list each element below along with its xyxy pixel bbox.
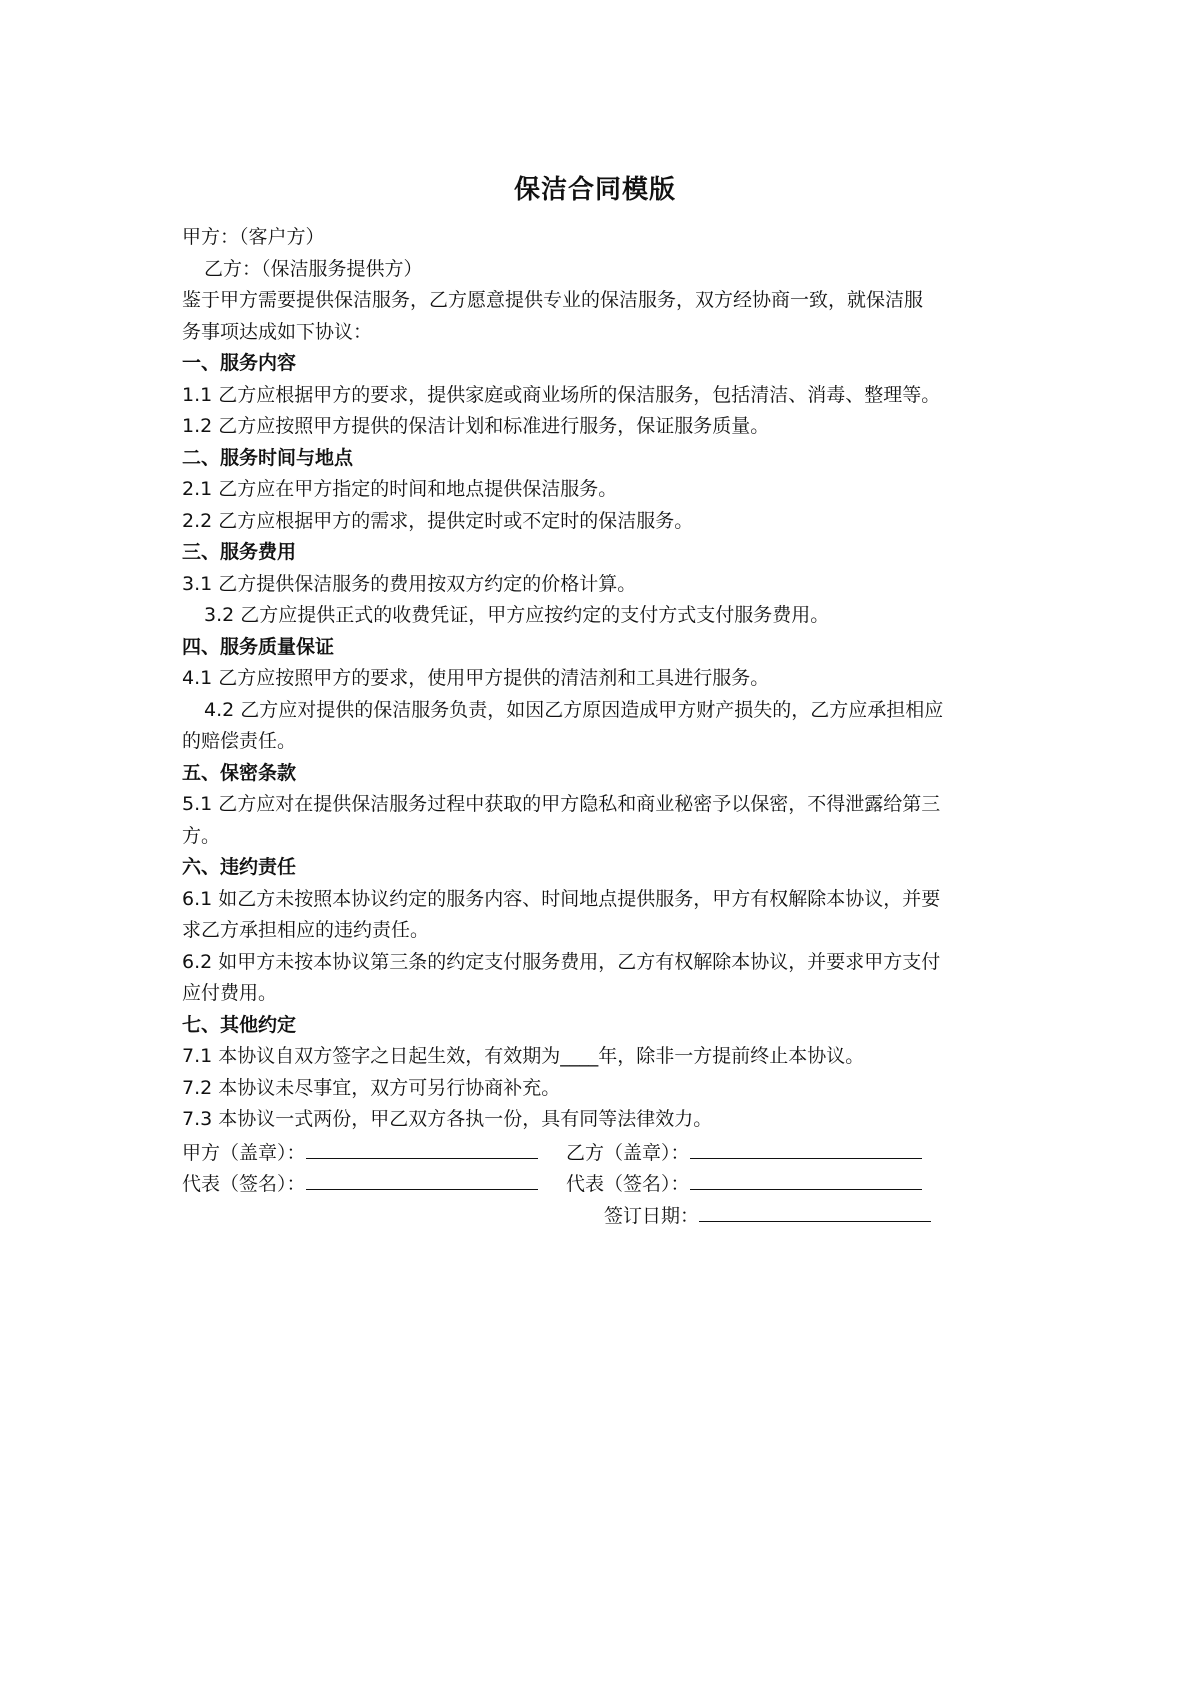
clause-3-1: 3.1 乙方提供保洁服务的费用按双方约定的价格计算。 [182,572,637,595]
preamble-line-2: 务事项达成如下协议： [182,320,373,343]
rep-a-sign-field [182,1167,538,1201]
clause-3-2: 3.2 乙方应提供正式的收费凭证，甲方应按约定的支付方式支付服务费用。 [204,604,830,626]
clause-5-1-cont: 方。 [182,824,221,847]
sign-date-blank[interactable] [699,1199,931,1222]
rep-a-sign-label: 代表（签名）： [182,1173,306,1195]
section-heading-confidentiality: 五、保密条款 [182,761,297,784]
party-b-seal-label: 乙方（盖章）： [566,1141,690,1164]
clause-6-1: 6.1 如乙方未按照本协议约定的服务内容、时间地点提供服务，甲方有权解除本协议，并要 [182,887,941,910]
signature-row-representative [182,1167,1018,1199]
clause-7-1: 7.1 本协议自双方签字之日起生效，有效期为____年，除非一方提前终止本协议。 [182,1045,865,1067]
clause-6-1-cont: 求乙方承担相应的违约责任。 [182,919,430,941]
party-b-seal-field [566,1136,922,1170]
clause-2-2: 2.2 乙方应根据甲方的需求，提供定时或不定时的保洁服务。 [182,509,694,532]
party-a-line: 甲方：（客户方） [182,226,325,248]
section-heading-service-time-place: 二、服务时间与地点 [182,446,354,469]
party-a-seal-field [182,1136,538,1170]
section-heading-service-content: 一、服务内容 [182,352,297,374]
party-b-seal-blank[interactable] [690,1136,922,1159]
clause-7-2: 7.2 本协议未尽事宜，双方可另行协商补充。 [182,1076,561,1099]
party-a-seal-blank[interactable] [306,1136,538,1159]
preamble-line-1: 鉴于甲方需要提供保洁服务，乙方愿意提供专业的保洁服务，双方经协商一致，就保洁服 [182,289,924,311]
party-b-line: 乙方：（保洁服务提供方） [204,257,423,280]
section-heading-other-terms: 七、其他约定 [182,1013,297,1036]
clause-1-1: 1.1 乙方应根据甲方的要求，提供家庭或商业场所的保洁服务，包括清洁、消毒、整理等。 [182,383,941,406]
clause-6-2-cont: 应付费用。 [182,982,278,1004]
signature-row-date [182,1199,1018,1231]
rep-b-sign-field [566,1167,922,1201]
clause-4-2: 4.2 乙方应对提供的保洁服务负责，如因乙方原因造成甲方财产损失的，乙方应承担相应 [204,698,944,721]
clause-4-2-cont: 的赔偿责任。 [182,730,297,752]
rep-a-sign-blank[interactable] [306,1167,538,1190]
section-heading-quality-guarantee: 四、服务质量保证 [182,635,335,658]
document-body [182,222,1018,1230]
clause-7-3: 7.3 本协议一式两份，甲乙双方各执一份，具有同等法律效力。 [182,1108,713,1130]
sign-date-field [604,1199,931,1233]
document-title: 保洁合同模版 [513,175,676,205]
signature-row-seal [182,1136,1018,1168]
section-heading-service-fee: 三、服务费用 [182,541,297,563]
party-a-seal-label: 甲方（盖章）： [182,1141,306,1164]
clause-5-1: 5.1 乙方应对在提供保洁服务过程中获取的甲方隐私和商业秘密予以保密，不得泄露给第三 [182,793,941,815]
clause-4-1: 4.1 乙方应按照甲方的要求，使用甲方提供的清洁剂和工具进行服务。 [182,667,770,689]
section-heading-breach-liability: 六、违约责任 [182,856,297,878]
clause-1-2: 1.2 乙方应按照甲方提供的保洁计划和标准进行服务，保证服务质量。 [182,415,770,437]
clause-6-2: 6.2 如甲方未按本协议第三条的约定支付服务费用，乙方有权解除本协议，并要求甲方支付 [182,950,941,973]
rep-b-sign-blank[interactable] [690,1167,922,1190]
sign-date-label: 签订日期： [604,1204,700,1227]
rep-b-sign-label: 代表（签名）： [566,1173,690,1195]
clause-2-1: 2.1 乙方应在甲方指定的时间和地点提供保洁服务。 [182,478,618,500]
